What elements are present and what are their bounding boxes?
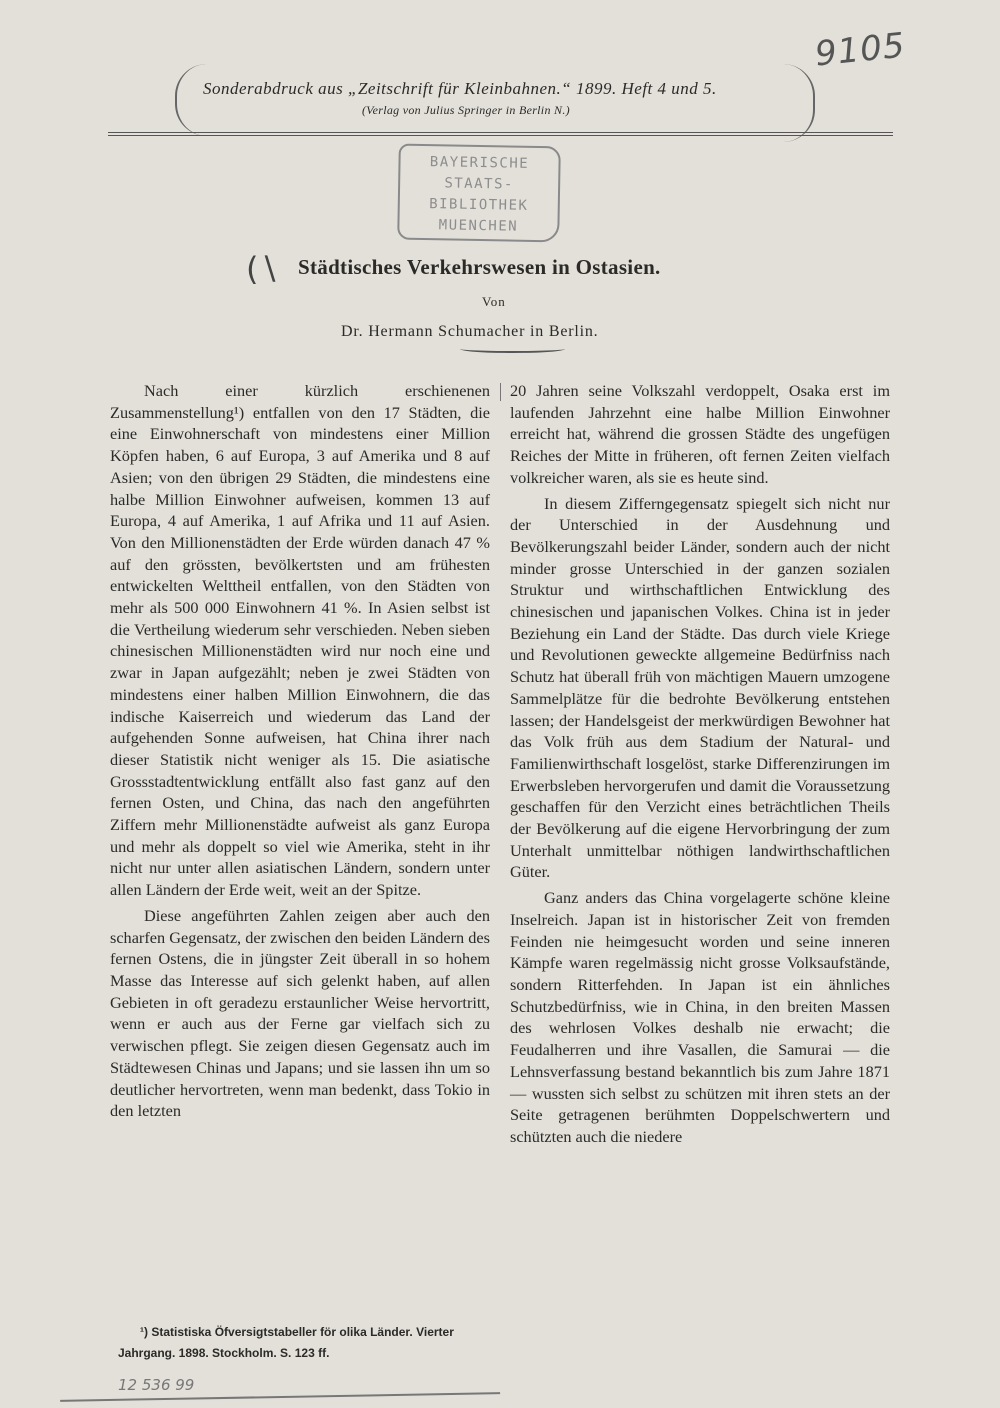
stamp-line: STAATS-: [444, 175, 515, 193]
header-double-rule: [108, 132, 893, 136]
pencil-bracket-left: [175, 64, 207, 136]
footnote: ¹) Statistiska Öfversigtstabeller för olika Länder. Vierter Jahrgang. 1898. Stockholm. S. 123 ff.: [118, 1325, 454, 1360]
article-author: Dr. Hermann Schumacher in Berlin.: [341, 323, 599, 340]
handwritten-shelf-number: 9105: [813, 25, 908, 75]
pencil-bracket-right: [783, 64, 815, 142]
stamp-line: BIBLIOTHEK: [429, 196, 529, 214]
paragraph: Ganz anders das China vorgelagerte schöne kleine Inselreich. Japan ist in historischer Zeit von fremden Feinden nie heimgesucht worden und seine inneren Kämpfe waren regelmässig nicht grosse Volksaufstände, sondern Ritterfehden. In Japan ist ein ähnliches Schutzbedürfniss, wie in China, in den breiten Massen des wehrlosen Volkes deshalb nie erwacht; die Feudalherren und ihre Vasallen, die Samurai — die Lehnsverfassung bestand bekanntlich bis zum Jahre 1871 — wussten sich selbst zu schützen mit ihren stets an der Seite getragenen berühmten Doppelschwertern und schützten auch die niedere: [510, 888, 890, 1146]
article-title: Städtisches Verkehrswesen in Ostasien.: [298, 255, 661, 279]
column-divider: [500, 383, 501, 401]
left-column: [110, 380, 490, 1126]
stamp-line: BAYERISCHE: [429, 154, 530, 172]
paragraph: Diese angeführten Zahlen zeigen aber auch den scharfen Gegensatz, der zwischen den beiden Ländern des fernen Ostens, die in jüngster Zeit überall in so hohem Masse das Interesse auf sich gelenkt haben, auf allen Gebieten in oft geradezu erstaunlicher Weise hervortritt, wenn er auch aus der Ferne gar vielfach sich zu verwischen pflegt. Sie zeigen diesen Gegensatz auch im Städtewesen Chinas und Japans; und sie lassen ihn um so deutlicher hervortreten, wenn man bedenkt, dass Tokio in den letzten: [110, 905, 490, 1121]
offprint-header: [175, 60, 815, 140]
library-stamp: [397, 144, 561, 243]
pencil-underline: [460, 345, 565, 353]
paragraph: 20 Jahren seine Volkszahl verdoppelt, Osaka erst im laufenden Jahrzehnt eine halbe Million Einwohner erreicht hat, während die grossen Städte des ungefügen Reiches der Mitte in früheren, oft fernen Zeiten vielfach volkreicher waren, als sie es heute sind.: [510, 381, 890, 487]
offprint-source: Sonderabdruck aus „Zeitschrift für Kleinbahnen.“ 1899. Heft 4 und 5.: [203, 79, 717, 98]
paragraph: Nach einer kürzlich erschienenen Zusammenstellung¹) entfallen von den 17 Städten, die eine Einwohnerschaft von mindestens einer Million Köpfen haben, 6 auf Europa, 3 auf Amerika und 8 auf Asien; von den übrigen 29 Städten, die mindestens eine halbe Million Einwohner aufweisen, kommen 13 auf Europa, 4 auf Amerika, 1 auf Afrika und 11 auf Asien. Von den Millionenstädten der Erde würden danach 47 % auf den grössten, bevölkertsten und am frühesten entwickelten Welttheil entfallen, von den Städten von mehr als 500 000 Einwohnern 41 %. In Asien selbst ist die Vertheilung wiederum sehr verschieden. Neben sieben chinesischen Millionenstädten wird nur noch eine und zwar in Japan aufgezählt; neben je zwei Städten von mindestens einer halben Million Einwohnern, die das indische Kaiserreich und wiederum das Land der aufgehenden Sonne aufweisen, hat China ihrer nach dieser Statistik nicht weniger als 15. Die asiatische Grossstadtentwicklung entfällt also fast ganz auf den fernen Osten, und China, das nach den angeführten Ziffern mehr Millionenstädte aufweist als ganz Europa und mehr als doppelt so viel wie Amerika, steht in ihr nicht nur unter allen asiatischen Ländern, sondern unter allen Ländern der Erde weit, weit an der Spitze.: [110, 381, 490, 900]
offprint-publisher: (Verlag von Julius Springer in Berlin N.): [362, 103, 570, 117]
pencil-title-mark: (∖: [246, 250, 279, 288]
stamp-line: MUENCHEN: [438, 217, 519, 235]
right-column: [510, 380, 890, 1152]
pencil-note: 12 536 99: [118, 1376, 195, 1394]
byline-von: Von: [482, 294, 506, 309]
paragraph: In diesem Zifferngegensatz spiegelt sich nicht nur der Unterschied in der Ausdehnung und Bevölkerungszahl beider Länder, sondern auch der nicht minder grosse Unterschied in der ganzen sozialen Struktur und wirthschaftlichen Entwicklung des chinesischen und japanischen Volkes. China ist in jeder Beziehung ein Land der Städte. Das durch viele Kriege und Revolutionen geweckte allgemeine Bedürfniss nach Schutz hat überall früh von mächtigen Mauern umzogene Sammelplätze für die bedrohte Bevölkerung entstehen lassen; der Handelsgeist der merkwürdigen Bewohner hat das Volk früh aus dem Stadium der Natural- und Familienwirthschaft losgelöst, starke Differenzirungen im Erwerbsleben hervorgerufen und damit die Voraussetzung geschaffen für den Verzicht eines beträchtlichen Theils der Bevölkerung auf die eigene Hervorbringung der zum Unterhalt unmittelbar nöthigen landwirthschaftlichen Güter.: [510, 493, 890, 882]
